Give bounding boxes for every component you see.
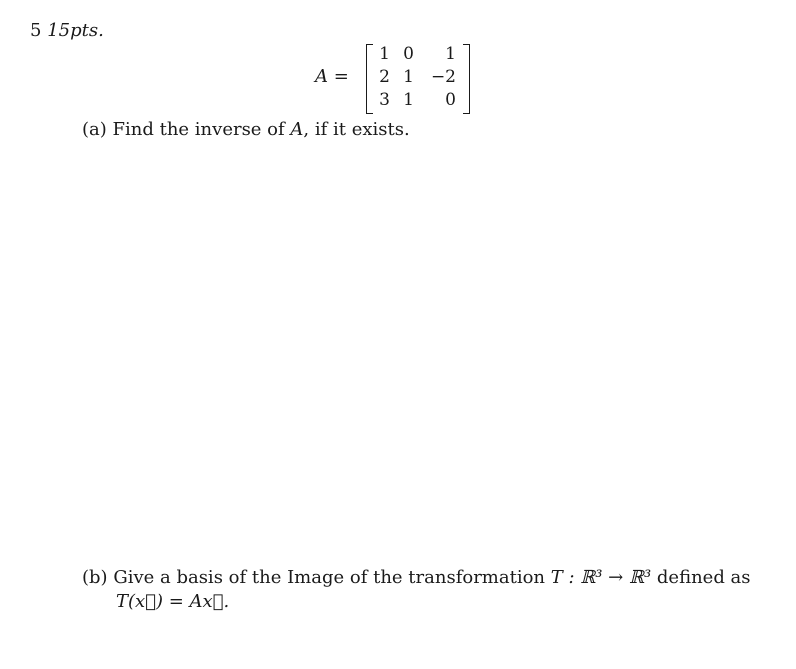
matrix-cell: 1 (403, 67, 414, 87)
matrix-cell: 1 (403, 90, 414, 110)
part-b-label: (b) (82, 567, 108, 588)
matrix-cell: 0 (445, 90, 456, 110)
part-b-continuation (116, 590, 229, 614)
part-b (82, 566, 751, 590)
part-b-map: T : ℝ³ → ℝ³ (550, 567, 652, 588)
matrix-cell: −2 (430, 67, 456, 87)
part-a-var: A (290, 119, 304, 140)
matrix-cell: 2 (379, 67, 390, 87)
part-a (82, 118, 410, 142)
part-a-label: (a) (82, 119, 107, 140)
matrix-cell: 3 (379, 90, 390, 110)
part-b-text: Give a basis of the Image of the transformation (113, 567, 546, 588)
matrix-lhs (315, 66, 349, 87)
part-a-text: Find the inverse of (112, 119, 285, 140)
matrix-cell: 1 (445, 44, 456, 64)
part-b-text-end: defined as (656, 567, 751, 588)
problem-points: 15pts. (47, 20, 104, 41)
part-b-formula: T(x⃗) = Ax⃗. (116, 591, 230, 612)
matrix-cell: 1 (379, 44, 390, 64)
part-a-text-end: , if it exists. (303, 119, 410, 140)
matrix-lhs-label: A = (315, 66, 349, 87)
matrix-cell: 0 (403, 44, 414, 64)
problem-header (30, 20, 104, 41)
matrix-right-bracket (463, 44, 470, 114)
problem-number: 5 (30, 20, 42, 41)
